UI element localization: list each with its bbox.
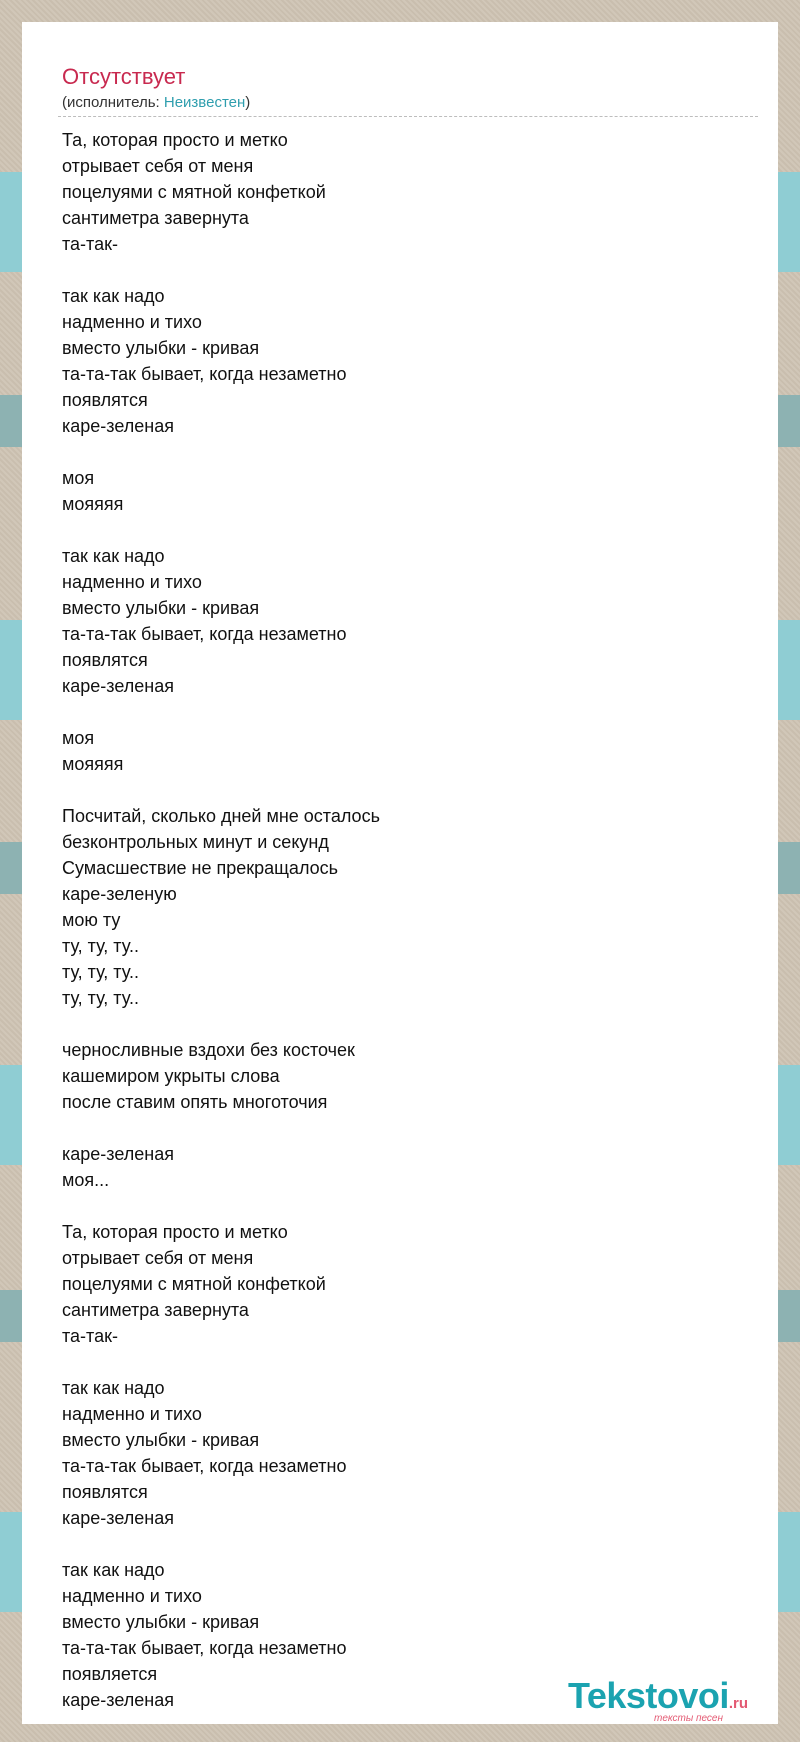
lyric-line: вместо улыбки - кривая (62, 1612, 260, 1632)
lyric-line: моя... (62, 1170, 110, 1190)
stanza-gap (62, 1011, 758, 1037)
lyric-line: каре-зеленая (62, 676, 174, 696)
stanza-gap (62, 439, 758, 465)
lyric-line: Та, которая просто и метко (62, 130, 288, 150)
lyric-line: каре-зеленая (62, 1508, 174, 1528)
lyric-line: мою ту (62, 910, 121, 930)
lyric-line: каре-зеленая (62, 1690, 174, 1710)
lyric-line: каре-зеленая (62, 1144, 174, 1164)
lyric-line: та-та-так бывает, когда незаметно (62, 364, 347, 384)
lyric-line: каре-зеленая (62, 416, 174, 436)
lyric-line: надменно и тихо (62, 572, 202, 592)
lyric-line: ту, ту, ту.. (62, 936, 139, 956)
stanza-gap (62, 517, 758, 543)
lyric-line: сантиметра завернута (62, 208, 249, 228)
lyric-line: после ставим опять многоточия (62, 1092, 328, 1112)
lyric-line: так как надо (62, 286, 165, 306)
lyric-line: черносливные вздохи без косточек (62, 1040, 355, 1060)
lyric-line: вместо улыбки - кривая (62, 338, 260, 358)
lyric-line: появлятся (62, 390, 148, 410)
lyric-line: сантиметра завернута (62, 1300, 249, 1320)
lyric-line: ту, ту, ту.. (62, 962, 139, 982)
site-logo[interactable] (568, 1675, 778, 1724)
lyric-line: Та, которая просто и метко (62, 1222, 288, 1242)
lyrics-card (22, 22, 778, 1724)
lyric-line: та-так- (62, 234, 118, 254)
lyric-line: вместо улыбки - кривая (62, 598, 260, 618)
lyric-line: поцелуями с мятной конфеткой (62, 1274, 326, 1294)
stanza-gap (62, 699, 758, 725)
lyric-line: вместо улыбки - кривая (62, 1430, 260, 1450)
lyric-line: та-та-так бывает, когда незаметно (62, 1456, 347, 1476)
lyric-line: мояяяя (62, 754, 124, 774)
artist-prefix: (исполнитель: (62, 94, 164, 111)
lyrics-text (62, 127, 758, 1713)
lyric-line: так как надо (62, 1560, 165, 1580)
lyric-line: отрывает себя от меня (62, 1248, 254, 1268)
lyric-line: моя (62, 728, 95, 748)
lyric-line: безконтрольных минут и секунд (62, 832, 329, 852)
lyric-line: ту, ту, ту.. (62, 988, 139, 1008)
lyric-line: надменно и тихо (62, 1586, 202, 1606)
lyric-line: надменно и тихо (62, 1404, 202, 1424)
stanza-gap (62, 1531, 758, 1557)
lyric-line: надменно и тихо (62, 312, 202, 332)
artist-line (62, 94, 758, 112)
logo-tagline: тексты песен (654, 1713, 723, 1724)
lyric-line: Сумасшествие не прекращалось (62, 858, 339, 878)
lyric-line: появлятся (62, 650, 148, 670)
lyric-line: так как надо (62, 546, 165, 566)
stanza-gap (62, 257, 758, 283)
lyric-line: появлятся (62, 1482, 148, 1502)
lyric-line: та-так- (62, 1326, 118, 1346)
logo-tld: .ru (728, 1695, 749, 1712)
lyric-line: отрывает себя от меня (62, 156, 254, 176)
lyric-line: та-та-так бывает, когда незаметно (62, 1638, 347, 1658)
lyric-line: появляется (62, 1664, 158, 1684)
divider (58, 116, 758, 117)
logo-text: Tekstovoi (568, 1675, 729, 1716)
lyric-line: каре-зеленую (62, 884, 177, 904)
lyric-line: так как надо (62, 1378, 165, 1398)
stanza-gap (62, 1115, 758, 1141)
artist-link[interactable]: Неизвестен (163, 94, 246, 111)
lyric-line: мояяяя (62, 494, 124, 514)
lyric-line: моя (62, 468, 95, 488)
lyric-line: кашемиром укрыты слова (62, 1066, 280, 1086)
lyric-line: та-та-так бывает, когда незаметно (62, 624, 347, 644)
artist-suffix: ) (245, 94, 251, 111)
song-title: Отсутствует (62, 64, 186, 89)
stanza-gap (62, 1349, 758, 1375)
stanza-gap (62, 777, 758, 803)
lyric-line: поцелуями с мятной конфеткой (62, 182, 326, 202)
lyric-line: Посчитай, сколько дней мне осталось (62, 806, 380, 826)
stanza-gap (62, 1193, 758, 1219)
